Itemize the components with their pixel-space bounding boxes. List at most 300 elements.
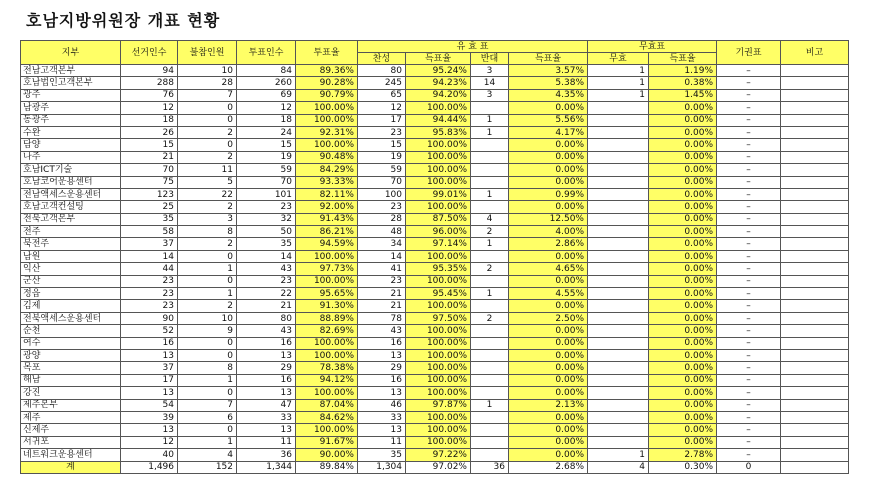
cell-yes: 16 bbox=[358, 337, 406, 349]
cell-absent: 2 bbox=[178, 126, 237, 138]
cell-inv-pct: 0.00% bbox=[649, 300, 717, 312]
cell-inv bbox=[588, 226, 649, 238]
cell-absent: 2 bbox=[178, 238, 237, 250]
cell-turnout: 91.30% bbox=[296, 300, 358, 312]
cell-no: 36 bbox=[471, 461, 509, 473]
cell-no bbox=[471, 436, 509, 448]
cell-branch: 네트워크운용센터 bbox=[21, 449, 121, 461]
cell-abstain: – bbox=[717, 89, 781, 101]
vote-count-table bbox=[20, 40, 849, 474]
cell-yes: 21 bbox=[358, 300, 406, 312]
cell-turnout: 92.00% bbox=[296, 201, 358, 213]
cell-electors: 23 bbox=[121, 288, 178, 300]
cell-turnout: 89.84% bbox=[296, 461, 358, 473]
cell-abstain: – bbox=[717, 176, 781, 188]
cell-electors: 13 bbox=[121, 424, 178, 436]
cell-branch: 정읍 bbox=[21, 288, 121, 300]
cell-note bbox=[781, 65, 849, 77]
table-row bbox=[21, 188, 849, 200]
cell-abstain: – bbox=[717, 213, 781, 225]
cell-note bbox=[781, 312, 849, 324]
cell-voters: 18 bbox=[237, 114, 296, 126]
cell-inv-pct: 0.38% bbox=[649, 77, 717, 89]
cell-abstain: – bbox=[717, 449, 781, 461]
cell-turnout: 100.00% bbox=[296, 139, 358, 151]
cell-inv bbox=[588, 151, 649, 163]
cell-electors: 13 bbox=[121, 349, 178, 361]
cell-inv: 1 bbox=[588, 65, 649, 77]
cell-voters: 23 bbox=[237, 275, 296, 287]
cell-no bbox=[471, 362, 509, 374]
cell-branch: 호남고객컨설팅 bbox=[21, 201, 121, 213]
cell-electors: 90 bbox=[121, 312, 178, 324]
cell-voters: 50 bbox=[237, 226, 296, 238]
cell-no bbox=[471, 411, 509, 423]
cell-note bbox=[781, 461, 849, 473]
cell-inv-pct: 0.00% bbox=[649, 325, 717, 337]
cell-note bbox=[781, 238, 849, 250]
cell-no-pct: 0.99% bbox=[509, 188, 588, 200]
cell-abstain: – bbox=[717, 337, 781, 349]
cell-inv bbox=[588, 362, 649, 374]
cell-electors: 94 bbox=[121, 65, 178, 77]
cell-yes: 21 bbox=[358, 288, 406, 300]
cell-yes-pct: 100.00% bbox=[406, 325, 471, 337]
cell-abstain: – bbox=[717, 201, 781, 213]
cell-no-pct: 4.65% bbox=[509, 263, 588, 275]
cell-abstain: – bbox=[717, 436, 781, 448]
cell-abstain: – bbox=[717, 126, 781, 138]
cell-note bbox=[781, 424, 849, 436]
cell-voters: 24 bbox=[237, 126, 296, 138]
cell-inv-pct: 1.19% bbox=[649, 65, 717, 77]
cell-yes: 23 bbox=[358, 201, 406, 213]
cell-branch: 나주 bbox=[21, 151, 121, 163]
cell-no-pct: 2.13% bbox=[509, 399, 588, 411]
cell-turnout: 86.21% bbox=[296, 226, 358, 238]
cell-note bbox=[781, 436, 849, 448]
cell-yes: 41 bbox=[358, 263, 406, 275]
cell-note bbox=[781, 349, 849, 361]
cell-no-pct: 0.00% bbox=[509, 250, 588, 262]
cell-yes: 46 bbox=[358, 399, 406, 411]
cell-note bbox=[781, 102, 849, 114]
cell-no-pct: 2.86% bbox=[509, 238, 588, 250]
cell-no: 1 bbox=[471, 238, 509, 250]
cell-turnout: 93.33% bbox=[296, 176, 358, 188]
cell-abstain: – bbox=[717, 151, 781, 163]
table-row bbox=[21, 114, 849, 126]
cell-yes: 65 bbox=[358, 89, 406, 101]
cell-abstain: – bbox=[717, 250, 781, 262]
cell-inv bbox=[588, 325, 649, 337]
table-row bbox=[21, 449, 849, 461]
page-title: 호남지방위원장 개표 현황 bbox=[26, 11, 221, 30]
cell-yes: 14 bbox=[358, 250, 406, 262]
cell-voters: 29 bbox=[237, 362, 296, 374]
cell-no: 3 bbox=[471, 89, 509, 101]
cell-inv bbox=[588, 238, 649, 250]
cell-yes-pct: 100.00% bbox=[406, 250, 471, 262]
header-turnout: 투표율 bbox=[296, 41, 358, 65]
cell-note bbox=[781, 213, 849, 225]
cell-no bbox=[471, 139, 509, 151]
cell-yes-pct: 95.24% bbox=[406, 65, 471, 77]
cell-no-pct: 12.50% bbox=[509, 213, 588, 225]
cell-inv bbox=[588, 436, 649, 448]
table-row bbox=[21, 337, 849, 349]
cell-yes: 13 bbox=[358, 424, 406, 436]
cell-inv bbox=[588, 411, 649, 423]
cell-yes-pct: 96.00% bbox=[406, 226, 471, 238]
cell-electors: 288 bbox=[121, 77, 178, 89]
cell-yes-pct: 100.00% bbox=[406, 164, 471, 176]
cell-branch: 광주 bbox=[21, 89, 121, 101]
cell-absent: 3 bbox=[178, 213, 237, 225]
cell-electors: 58 bbox=[121, 226, 178, 238]
cell-voters: 12 bbox=[237, 102, 296, 114]
cell-turnout: 100.00% bbox=[296, 349, 358, 361]
cell-branch: 담양 bbox=[21, 139, 121, 151]
cell-absent: 0 bbox=[178, 349, 237, 361]
cell-inv-pct: 0.00% bbox=[649, 188, 717, 200]
table-row bbox=[21, 164, 849, 176]
cell-yes-pct: 100.00% bbox=[406, 436, 471, 448]
cell-voters: 260 bbox=[237, 77, 296, 89]
table-row bbox=[21, 387, 849, 399]
cell-yes-pct: 100.00% bbox=[406, 201, 471, 213]
cell-inv bbox=[588, 139, 649, 151]
cell-abstain: – bbox=[717, 325, 781, 337]
cell-electors: 17 bbox=[121, 374, 178, 386]
cell-inv-pct: 0.00% bbox=[649, 102, 717, 114]
cell-inv-pct: 0.00% bbox=[649, 288, 717, 300]
cell-voters: 19 bbox=[237, 151, 296, 163]
cell-absent: 4 bbox=[178, 449, 237, 461]
cell-turnout: 100.00% bbox=[296, 114, 358, 126]
cell-absent: 1 bbox=[178, 288, 237, 300]
cell-yes-pct: 100.00% bbox=[406, 337, 471, 349]
cell-no bbox=[471, 424, 509, 436]
cell-inv-pct: 0.00% bbox=[649, 151, 717, 163]
cell-no-pct: 0.00% bbox=[509, 362, 588, 374]
cell-abstain: – bbox=[717, 139, 781, 151]
cell-absent: 0 bbox=[178, 114, 237, 126]
cell-note bbox=[781, 399, 849, 411]
cell-inv-pct: 0.00% bbox=[649, 424, 717, 436]
cell-abstain: – bbox=[717, 362, 781, 374]
cell-voters: 84 bbox=[237, 65, 296, 77]
cell-inv bbox=[588, 300, 649, 312]
cell-inv bbox=[588, 102, 649, 114]
table-row bbox=[21, 288, 849, 300]
cell-absent: 22 bbox=[178, 188, 237, 200]
cell-electors: 26 bbox=[121, 126, 178, 138]
cell-abstain: – bbox=[717, 374, 781, 386]
cell-yes: 43 bbox=[358, 325, 406, 337]
cell-abstain: – bbox=[717, 399, 781, 411]
cell-branch: 여수 bbox=[21, 337, 121, 349]
cell-branch: 강진 bbox=[21, 387, 121, 399]
cell-no: 3 bbox=[471, 65, 509, 77]
cell-note bbox=[781, 275, 849, 287]
cell-abstain: – bbox=[717, 238, 781, 250]
table-row bbox=[21, 201, 849, 213]
table-row bbox=[21, 89, 849, 101]
cell-electors: 13 bbox=[121, 387, 178, 399]
cell-yes: 23 bbox=[358, 275, 406, 287]
cell-no-pct: 4.17% bbox=[509, 126, 588, 138]
cell-no-pct: 0.00% bbox=[509, 275, 588, 287]
cell-turnout: 100.00% bbox=[296, 102, 358, 114]
cell-note bbox=[781, 263, 849, 275]
table-row bbox=[21, 300, 849, 312]
cell-yes-pct: 95.83% bbox=[406, 126, 471, 138]
cell-turnout: 100.00% bbox=[296, 250, 358, 262]
cell-inv bbox=[588, 424, 649, 436]
cell-note bbox=[781, 77, 849, 89]
cell-voters: 33 bbox=[237, 411, 296, 423]
header-abstain: 기권표 bbox=[717, 41, 781, 65]
cell-no bbox=[471, 201, 509, 213]
cell-branch: 군산 bbox=[21, 275, 121, 287]
cell-yes: 13 bbox=[358, 349, 406, 361]
cell-yes: 11 bbox=[358, 436, 406, 448]
cell-branch: 전주 bbox=[21, 226, 121, 238]
cell-branch: 수완 bbox=[21, 126, 121, 138]
cell-absent: 0 bbox=[178, 424, 237, 436]
cell-yes-pct: 87.50% bbox=[406, 213, 471, 225]
cell-electors: 23 bbox=[121, 300, 178, 312]
cell-electors: 37 bbox=[121, 362, 178, 374]
cell-voters: 32 bbox=[237, 213, 296, 225]
cell-yes-pct: 100.00% bbox=[406, 275, 471, 287]
cell-turnout: 84.29% bbox=[296, 164, 358, 176]
cell-yes: 100 bbox=[358, 188, 406, 200]
header-inv: 무효 bbox=[588, 53, 649, 65]
cell-turnout: 100.00% bbox=[296, 337, 358, 349]
cell-electors: 54 bbox=[121, 399, 178, 411]
cell-no-pct: 5.56% bbox=[509, 114, 588, 126]
cell-yes-pct: 100.00% bbox=[406, 300, 471, 312]
cell-inv bbox=[588, 126, 649, 138]
cell-yes-pct: 97.14% bbox=[406, 238, 471, 250]
cell-yes: 1,304 bbox=[358, 461, 406, 473]
cell-yes: 34 bbox=[358, 238, 406, 250]
cell-yes: 35 bbox=[358, 449, 406, 461]
cell-inv bbox=[588, 387, 649, 399]
cell-yes-pct: 100.00% bbox=[406, 349, 471, 361]
cell-note bbox=[781, 250, 849, 262]
table-row bbox=[21, 362, 849, 374]
cell-absent: 2 bbox=[178, 151, 237, 163]
cell-electors: 76 bbox=[121, 89, 178, 101]
cell-electors: 52 bbox=[121, 325, 178, 337]
cell-note bbox=[781, 164, 849, 176]
cell-turnout: 78.38% bbox=[296, 362, 358, 374]
cell-absent: 6 bbox=[178, 411, 237, 423]
cell-no-pct: 0.00% bbox=[509, 374, 588, 386]
cell-no-pct: 2.50% bbox=[509, 312, 588, 324]
cell-yes: 78 bbox=[358, 312, 406, 324]
cell-absent: 2 bbox=[178, 201, 237, 213]
cell-electors: 15 bbox=[121, 139, 178, 151]
cell-turnout: 100.00% bbox=[296, 387, 358, 399]
cell-electors: 35 bbox=[121, 213, 178, 225]
cell-absent: 28 bbox=[178, 77, 237, 89]
cell-abstain: – bbox=[717, 77, 781, 89]
cell-inv-pct: 0.00% bbox=[649, 213, 717, 225]
cell-branch: 남광주 bbox=[21, 102, 121, 114]
cell-inv bbox=[588, 201, 649, 213]
cell-abstain: – bbox=[717, 424, 781, 436]
cell-no-pct: 4.55% bbox=[509, 288, 588, 300]
cell-inv bbox=[588, 288, 649, 300]
cell-no-pct: 0.00% bbox=[509, 337, 588, 349]
table-row bbox=[21, 213, 849, 225]
cell-no bbox=[471, 250, 509, 262]
cell-yes-pct: 97.87% bbox=[406, 399, 471, 411]
cell-turnout: 82.69% bbox=[296, 325, 358, 337]
cell-yes: 15 bbox=[358, 139, 406, 151]
cell-absent: 0 bbox=[178, 337, 237, 349]
cell-note bbox=[781, 226, 849, 238]
table-row bbox=[21, 263, 849, 275]
cell-inv bbox=[588, 176, 649, 188]
table-row bbox=[21, 374, 849, 386]
cell-no bbox=[471, 164, 509, 176]
table-row bbox=[21, 102, 849, 114]
cell-electors: 14 bbox=[121, 250, 178, 262]
cell-yes: 70 bbox=[358, 176, 406, 188]
table-row bbox=[21, 151, 849, 163]
cell-yes-pct: 97.22% bbox=[406, 449, 471, 461]
cell-note bbox=[781, 325, 849, 337]
cell-no-pct: 0.00% bbox=[509, 349, 588, 361]
cell-no: 14 bbox=[471, 77, 509, 89]
cell-inv bbox=[588, 164, 649, 176]
cell-no-pct: 0.00% bbox=[509, 411, 588, 423]
cell-electors: 39 bbox=[121, 411, 178, 423]
cell-inv-pct: 1.45% bbox=[649, 89, 717, 101]
header-no: 반대 bbox=[471, 53, 509, 65]
table-body bbox=[21, 65, 849, 474]
cell-abstain: – bbox=[717, 114, 781, 126]
cell-inv bbox=[588, 250, 649, 262]
cell-no-pct: 4.35% bbox=[509, 89, 588, 101]
cell-absent: 8 bbox=[178, 362, 237, 374]
cell-yes-pct: 100.00% bbox=[406, 387, 471, 399]
header-yes-pct: 득표율 bbox=[406, 53, 471, 65]
cell-inv-pct: 0.00% bbox=[649, 238, 717, 250]
cell-voters: 101 bbox=[237, 188, 296, 200]
cell-note bbox=[781, 288, 849, 300]
cell-abstain: – bbox=[717, 164, 781, 176]
table-row bbox=[21, 325, 849, 337]
header-absent: 불참인원 bbox=[178, 41, 237, 65]
cell-inv-pct: 0.00% bbox=[649, 114, 717, 126]
cell-voters: 11 bbox=[237, 436, 296, 448]
cell-branch: 동광주 bbox=[21, 114, 121, 126]
cell-inv: 1 bbox=[588, 449, 649, 461]
table-row bbox=[21, 411, 849, 423]
cell-voters: 43 bbox=[237, 325, 296, 337]
cell-no: 1 bbox=[471, 114, 509, 126]
cell-no: 1 bbox=[471, 288, 509, 300]
cell-turnout: 87.04% bbox=[296, 399, 358, 411]
header-no-pct: 득표율 bbox=[509, 53, 588, 65]
cell-inv bbox=[588, 399, 649, 411]
cell-branch: 제주본부 bbox=[21, 399, 121, 411]
cell-yes: 245 bbox=[358, 77, 406, 89]
cell-note bbox=[781, 151, 849, 163]
cell-note bbox=[781, 188, 849, 200]
cell-inv-pct: 0.00% bbox=[649, 176, 717, 188]
cell-inv-pct: 0.00% bbox=[649, 275, 717, 287]
cell-absent: 11 bbox=[178, 164, 237, 176]
cell-branch: 서귀포 bbox=[21, 436, 121, 448]
cell-no-pct: 0.00% bbox=[509, 325, 588, 337]
cell-note bbox=[781, 337, 849, 349]
cell-branch: 광양 bbox=[21, 349, 121, 361]
cell-branch: 제주 bbox=[21, 411, 121, 423]
total-row bbox=[21, 461, 849, 473]
table-row bbox=[21, 312, 849, 324]
cell-voters: 21 bbox=[237, 300, 296, 312]
cell-branch: 순천 bbox=[21, 325, 121, 337]
table-row bbox=[21, 250, 849, 262]
cell-turnout: 92.31% bbox=[296, 126, 358, 138]
cell-abstain: – bbox=[717, 349, 781, 361]
cell-absent: 152 bbox=[178, 461, 237, 473]
cell-turnout: 89.36% bbox=[296, 65, 358, 77]
cell-abstain: 0 bbox=[717, 461, 781, 473]
cell-yes-pct: 100.00% bbox=[406, 374, 471, 386]
cell-yes-pct: 99.01% bbox=[406, 188, 471, 200]
cell-inv-pct: 0.00% bbox=[649, 349, 717, 361]
cell-electors: 40 bbox=[121, 449, 178, 461]
cell-yes-pct: 100.00% bbox=[406, 411, 471, 423]
cell-no bbox=[471, 275, 509, 287]
header-yes: 찬성 bbox=[358, 53, 406, 65]
cell-voters: 69 bbox=[237, 89, 296, 101]
cell-branch: 전북액세스운용센터 bbox=[21, 312, 121, 324]
cell-yes-pct: 97.02% bbox=[406, 461, 471, 473]
cell-absent: 1 bbox=[178, 374, 237, 386]
cell-inv-pct: 0.00% bbox=[649, 411, 717, 423]
cell-voters: 13 bbox=[237, 424, 296, 436]
cell-turnout: 94.59% bbox=[296, 238, 358, 250]
table-row bbox=[21, 126, 849, 138]
cell-yes-pct: 94.44% bbox=[406, 114, 471, 126]
cell-inv-pct: 0.00% bbox=[649, 164, 717, 176]
cell-voters: 16 bbox=[237, 337, 296, 349]
cell-electors: 16 bbox=[121, 337, 178, 349]
cell-branch: 전북고객본부 bbox=[21, 213, 121, 225]
cell-yes: 23 bbox=[358, 126, 406, 138]
cell-no-pct: 0.00% bbox=[509, 300, 588, 312]
cell-no-pct: 0.00% bbox=[509, 201, 588, 213]
table-row bbox=[21, 238, 849, 250]
cell-inv-pct: 0.00% bbox=[649, 201, 717, 213]
cell-absent: 0 bbox=[178, 139, 237, 151]
cell-abstain: – bbox=[717, 300, 781, 312]
cell-abstain: – bbox=[717, 387, 781, 399]
header-note: 비고 bbox=[781, 41, 849, 65]
cell-note bbox=[781, 449, 849, 461]
cell-inv-pct: 0.00% bbox=[649, 126, 717, 138]
cell-inv-pct: 0.00% bbox=[649, 139, 717, 151]
